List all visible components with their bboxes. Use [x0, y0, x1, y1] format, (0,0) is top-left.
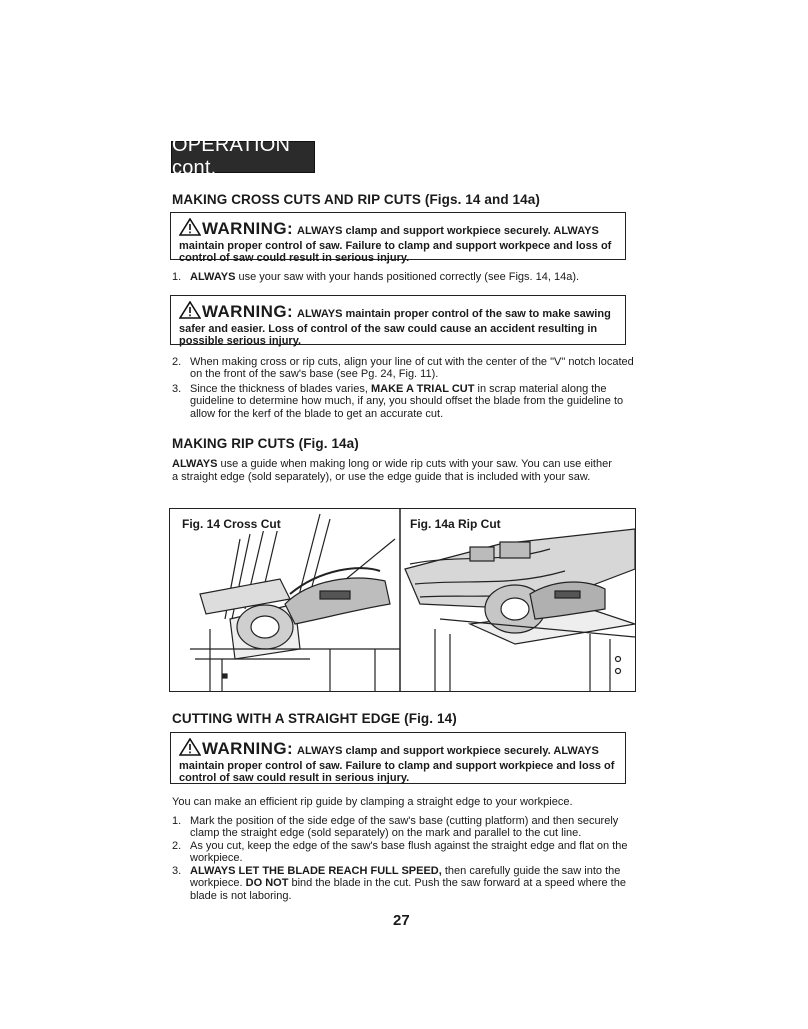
emphasis-text: ALWAYS: [172, 458, 218, 470]
warning-label: WARNING:: [202, 219, 294, 238]
emphasis-text: MAKE A TRIAL CUT: [370, 383, 475, 395]
list-text: then carefully guide the saw into the workpiece.: [190, 865, 621, 890]
figure-14-caption: Fig. 14 Cross Cut: [182, 517, 281, 531]
figure-14a-caption: Fig. 14a Rip Cut: [410, 517, 501, 531]
list-text: Mark the position of the side edge of the saw's base (cutting platform) and then securely clamp the straight edge (sold separately) on the mark and parallel to the cut line.: [190, 815, 619, 840]
rip-cut-illustration: [405, 519, 635, 691]
list-number: 3.: [172, 383, 182, 395]
straight-edge-intro: You can make an efficient rip guide by clamping a straight edge to your workpiece.: [172, 796, 573, 808]
list-item: [172, 356, 634, 381]
list-item: [172, 383, 634, 420]
warning-triangle-icon: [179, 301, 201, 323]
section-banner: [171, 134, 315, 179]
warning-label: WARNING:: [202, 302, 294, 321]
rip-cuts-paragraph: [172, 458, 612, 483]
list-text: bind the blade in the cut. Push the saw forward at a speed where the blade is not laboring.: [190, 877, 626, 902]
emphasis-text: DO NOT: [245, 877, 289, 890]
warning-text: ALWAYS maintain proper control of the saw to make sawing safer and easier. Loss of control of the saw could cause an accident resulting in possible serious injury.: [179, 308, 611, 347]
paragraph-text: use a guide when making long or wide rip cuts with your saw. You can use either a straight edge (sold separately), or use the edge guide that is included with your saw.: [172, 458, 612, 483]
list-number: 1.: [172, 271, 182, 283]
banner-text: OPERATION cont.: [172, 134, 291, 179]
list-item: [172, 271, 632, 283]
warning-label: WARNING:: [202, 739, 294, 758]
heading-cross-rip-cuts: MAKING CROSS CUTS AND RIP CUTS (Figs. 14 and 14a): [172, 192, 540, 207]
warning-text: ALWAYS clamp and support workpiece securely. ALWAYS maintain proper control of saw. Failure to clamp and support workpece and loss of control of saw could result in serious injury.: [179, 225, 612, 264]
warning-box-1: [170, 212, 626, 264]
list-item: [172, 865, 634, 902]
list-item: [172, 815, 634, 840]
list-number: 3.: [172, 865, 182, 877]
warning-box-2: [170, 295, 626, 345]
list-text: Since the thickness of blades varies,: [190, 383, 371, 395]
emphasis-text: ALWAYS LET THE BLADE REACH FULL SPEED,: [190, 865, 442, 877]
warning-text: ALWAYS clamp and support workpiece securely. ALWAYS maintain proper control of saw. Failure to clamp and support workpiece and loss of control of saw could result in serious injury.: [179, 745, 615, 784]
list-item: [172, 840, 634, 865]
heading-rip-cuts: MAKING RIP CUTS (Fig. 14a): [172, 436, 359, 451]
warning-triangle-icon: [179, 218, 201, 240]
page-number: 27: [393, 912, 410, 929]
cross-cut-illustration: [190, 514, 400, 691]
heading-straight-edge: CUTTING WITH A STRAIGHT EDGE (Fig. 14): [172, 711, 457, 726]
emphasis-text: ALWAYS: [190, 271, 236, 283]
warning-box-3: [170, 732, 626, 784]
list-text: As you cut, keep the edge of the saw's base flush against the straight edge and flat on the workpiece.: [190, 840, 628, 865]
list-text: use your saw with your hands positioned correctly (see Figs. 14, 14a).: [235, 271, 580, 283]
warning-triangle-icon: [179, 738, 201, 760]
list-text: When making cross or rip cuts, align your line of cut with the center of the "V" notch located on the front of the saw's base (see Pg. 24, Fig. 11).: [190, 356, 634, 381]
list-number: 1.: [172, 815, 182, 827]
figure-panel: [169, 508, 636, 692]
list-number: 2.: [172, 356, 182, 368]
list-number: 2.: [172, 840, 182, 852]
list-text: in scrap material along the guideline to determine how much, if any, you should offset the blade from the guideline to allow for the kerf of the blade to get an accurate cut.: [190, 383, 624, 420]
